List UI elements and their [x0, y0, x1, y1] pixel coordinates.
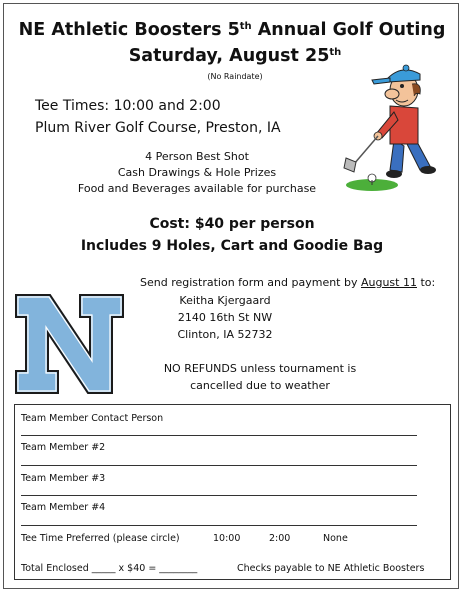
team-member-3-field[interactable] — [21, 495, 417, 496]
cost-line: Cost: $40 per person — [149, 216, 315, 232]
checks-payable-note: Checks payable to NE Athletic Boosters — [237, 563, 425, 574]
team-n-logo — [14, 293, 125, 395]
send-registration-line: Send registration form and payment by August 11 to: — [140, 276, 436, 289]
total-enclosed-line[interactable]: Total Enclosed _____ x $40 = ________ — [21, 563, 198, 574]
contact-person-field[interactable] — [21, 435, 417, 436]
event-date: Saturday, August 25th — [128, 46, 342, 66]
tee-option-1000[interactable]: 10:00 — [213, 533, 241, 544]
golfer-cartoon-illustration — [332, 62, 450, 194]
contact-person-label: Team Member Contact Person — [21, 413, 164, 424]
tee-option-none[interactable]: None — [323, 533, 348, 544]
team-member-4-field[interactable] — [21, 525, 417, 526]
golf-course: Plum River Golf Course, Preston, IA — [35, 120, 281, 136]
recipient-street: 2140 16th St NW — [177, 311, 273, 324]
format-line: 4 Person Best Shot — [145, 150, 249, 163]
refund-policy-line2: cancelled due to weather — [190, 379, 330, 392]
recipient-name: Keitha Kjergaard — [179, 294, 271, 307]
food-line: Food and Beverages available for purchase — [77, 182, 317, 195]
event-title: NE Athletic Boosters 5th Annual Golf Outing — [18, 20, 446, 40]
team-member-4-label: Team Member #4 — [21, 502, 106, 513]
includes-line: Includes 9 Holes, Cart and Goodie Bag — [80, 238, 384, 254]
tee-time-preferred-label: Tee Time Preferred (please circle) — [21, 533, 180, 544]
no-raindate-note: (No Raindate) — [207, 72, 263, 81]
registration-form — [14, 404, 451, 580]
refund-policy-line1: NO REFUNDS unless tournament is — [163, 362, 357, 375]
team-member-3-label: Team Member #3 — [21, 473, 106, 484]
recipient-city: Clinton, IA 52732 — [177, 328, 273, 341]
tee-option-200[interactable]: 2:00 — [269, 533, 291, 544]
team-member-2-field[interactable] — [21, 465, 417, 466]
team-member-2-label: Team Member #2 — [21, 442, 106, 453]
prizes-line: Cash Drawings & Hole Prizes — [117, 166, 277, 179]
tee-times: Tee Times: 10:00 and 2:00 — [35, 98, 221, 114]
